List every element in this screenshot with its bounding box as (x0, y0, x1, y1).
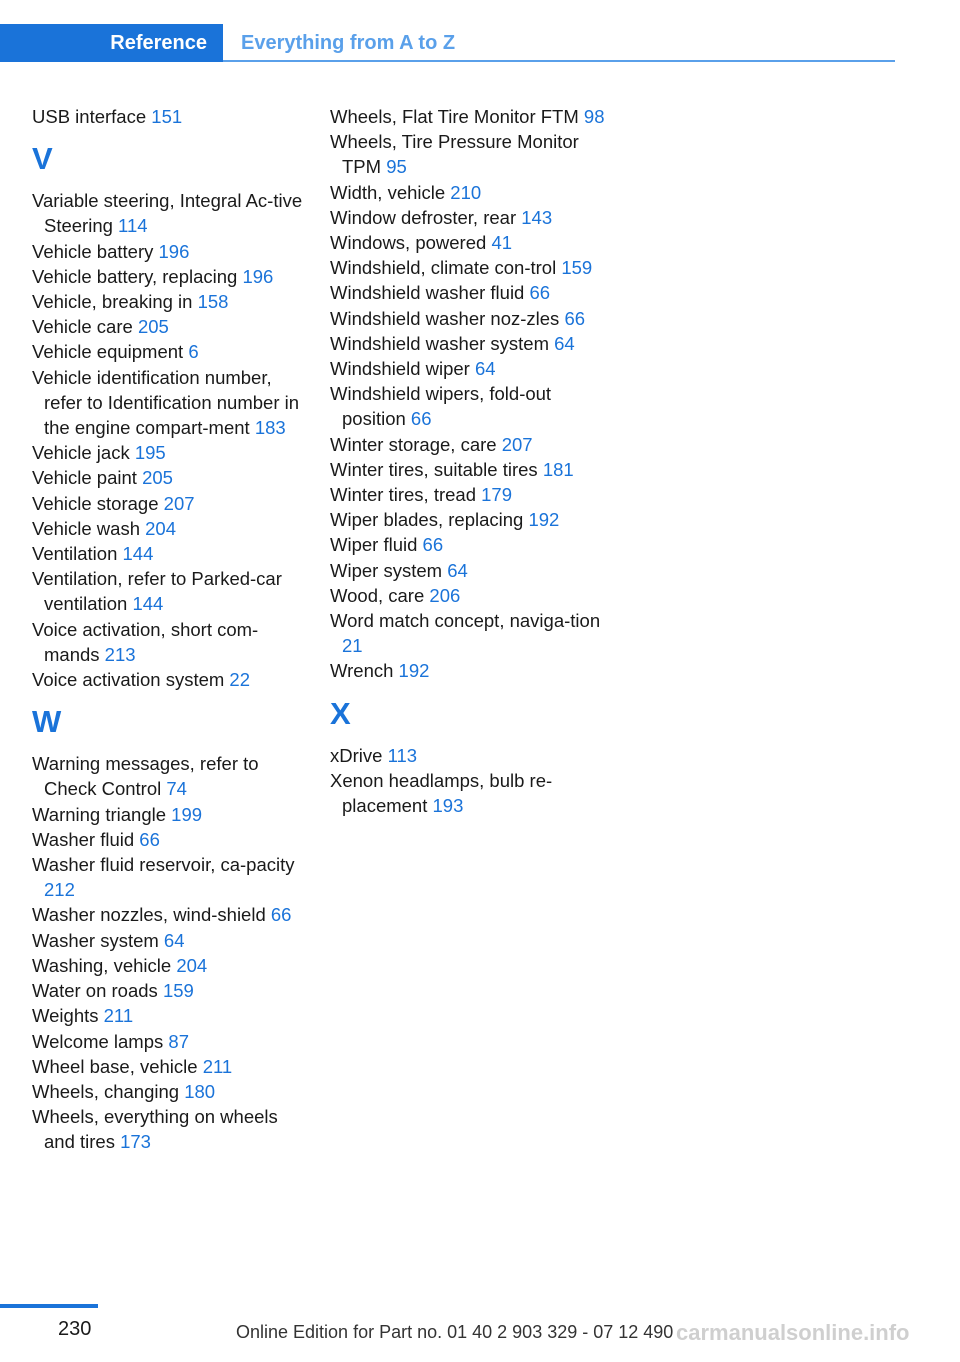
index-page-link[interactable]: 66 (139, 828, 160, 850)
index-page-link[interactable]: 74 (166, 778, 187, 800)
index-page-link[interactable]: 210 (450, 181, 482, 203)
index-entry (330, 356, 610, 381)
index-page-link[interactable]: 192 (528, 509, 560, 531)
index-entry-text: Window defroster, rear (330, 206, 517, 228)
index-entry (32, 1054, 312, 1079)
index-page-link[interactable]: 207 (163, 492, 195, 514)
page-header (0, 24, 895, 62)
index-entry-text: USB interface (32, 106, 147, 127)
index-letter-heading: W (32, 704, 62, 740)
index-entry-text: Vehicle battery (32, 240, 154, 262)
index-entry-text: Windshield washer noz-zles (330, 307, 560, 329)
index-page-link[interactable]: 212 (44, 879, 75, 901)
index-page-link[interactable]: 66 (270, 904, 292, 926)
index-column-right (330, 104, 610, 818)
index-entry-text: Vehicle paint (32, 467, 137, 489)
index-entry (32, 852, 312, 902)
index-page-link[interactable]: 195 (134, 442, 166, 464)
index-entry-text: Ventilation, refer to Parked-car ventilation (32, 568, 282, 615)
index-entry-text: Variable steering, Integral Ac-tive Steering (32, 190, 303, 237)
index-letter-heading: X (330, 695, 351, 731)
index-entry-text: Wrench (330, 660, 394, 682)
index-entry-text: Winter tires, suitable tires (330, 458, 538, 480)
index-entry-text: Vehicle equipment (32, 341, 184, 363)
index-entry-text: Wheel base, vehicle (32, 1055, 198, 1077)
index-page-link[interactable]: 181 (542, 458, 574, 480)
index-page-link[interactable]: 143 (521, 206, 553, 228)
index-entry (32, 440, 312, 465)
index-entry-text: Washer system (32, 929, 159, 951)
index-entry (32, 465, 312, 490)
index-entry-text: Welcome lamps (32, 1030, 164, 1052)
index-entry-text: Warning triangle (32, 803, 167, 825)
index-entry-text: Washer fluid (32, 828, 135, 850)
index-entry (32, 667, 312, 692)
index-entry-text: Vehicle storage (32, 492, 159, 514)
index-entry (32, 104, 312, 129)
index-entry-text: Wiper blades, replacing (330, 509, 524, 531)
index-entry (32, 978, 312, 1003)
index-entry-text: Wheels, Flat Tire Monitor FTM (330, 106, 579, 127)
index-page-link[interactable]: 193 (432, 795, 464, 817)
index-entry (32, 751, 312, 801)
index-entry-text: Water on roads (32, 980, 158, 1002)
index-page-link[interactable]: 159 (561, 257, 593, 279)
index-entry-text: Width, vehicle (330, 181, 446, 203)
index-page-link[interactable]: 95 (386, 156, 407, 178)
index-page-link[interactable]: 144 (132, 593, 164, 615)
index-entry-text: Vehicle jack (32, 442, 130, 464)
index-page-link[interactable]: 192 (398, 660, 430, 682)
page-number: 230 (58, 1318, 92, 1340)
index-page-link[interactable]: 213 (104, 643, 136, 665)
index-entry (330, 768, 610, 818)
index-letter-heading: V (32, 141, 53, 177)
index-entry-text: Washer nozzles, wind-shield (32, 904, 266, 926)
index-page-link[interactable]: 64 (447, 559, 468, 581)
index-page-link[interactable]: 64 (554, 332, 575, 354)
index-entry-text: Washing, vehicle (32, 954, 172, 976)
index-entry (330, 129, 610, 179)
index-entry (32, 365, 312, 441)
index-entry-text: Voice activation system (32, 669, 225, 691)
index-page-link[interactable]: 66 (529, 282, 551, 304)
index-entry-text: Wheels, Tire Pressure Monitor TPM (330, 131, 579, 178)
index-entry-text: Windshield washer system (330, 332, 549, 354)
index-entry-text: Windshield wipers, fold-out position (330, 383, 552, 430)
footer-rule (0, 1304, 98, 1308)
index-page-link[interactable]: 98 (583, 106, 605, 127)
index-entry (32, 314, 312, 339)
index-entry-text: Winter storage, care (330, 433, 497, 455)
index-page-link[interactable]: 211 (103, 1005, 134, 1027)
index-entry-text: xDrive (330, 744, 383, 766)
index-entry (330, 230, 610, 255)
index-entry (330, 180, 610, 205)
index-entry-text: Warning messages, refer to Check Control (32, 753, 259, 800)
index-page-link[interactable]: 66 (564, 307, 586, 329)
index-entry (32, 928, 312, 953)
index-page-link[interactable]: 41 (491, 232, 513, 254)
index-page-link[interactable]: 64 (163, 929, 185, 951)
index-page-link[interactable]: 144 (122, 543, 154, 565)
index-entry (32, 339, 312, 364)
index-entry (330, 532, 610, 557)
index-page-link[interactable]: 66 (410, 408, 432, 430)
index-entry-text: Windshield wiper (330, 358, 470, 380)
index-entry (330, 457, 610, 482)
index-page-link[interactable]: 204 (176, 954, 208, 976)
index-entry (32, 902, 312, 927)
index-entry-text: Windshield, climate con-trol (330, 257, 557, 279)
index-entry (330, 306, 610, 331)
index-entry (32, 1029, 312, 1054)
index-entry (330, 381, 610, 431)
index-entry (32, 516, 312, 541)
index-page-link[interactable]: 211 (202, 1055, 233, 1077)
index-entry-text: Voice activation, short com-mands (32, 618, 259, 665)
index-page-link[interactable]: 87 (168, 1030, 189, 1052)
section-tab-reference[interactable]: Reference (0, 24, 223, 62)
index-entry (32, 264, 312, 289)
index-page-link[interactable]: 151 (151, 106, 183, 127)
index-page-link[interactable]: 196 (242, 265, 274, 287)
edition-note: Online Edition for Part no. 01 40 2 903 329 - 07 12 490 (236, 1322, 674, 1342)
header-rule (223, 60, 895, 62)
index-entry-text: Washer fluid reservoir, ca-pacity (32, 854, 295, 876)
index-entry-text: Vehicle battery, replacing (32, 265, 238, 287)
index-entry-text: Vehicle, breaking in (32, 291, 193, 313)
index-entry (32, 239, 312, 264)
index-entry-text: Wood, care (330, 584, 425, 606)
index-column-left (32, 104, 312, 1155)
index-entry (32, 541, 312, 566)
index-entry-text: Wiper fluid (330, 534, 418, 556)
index-page-link[interactable]: 173 (120, 1131, 151, 1153)
section-tab-a-to-z[interactable]: Everything from A to Z (241, 32, 456, 54)
index-entry (32, 617, 312, 667)
watermark-logo: carmanualsonline.info (676, 1320, 910, 1345)
index-entry (330, 743, 610, 768)
index-page-link[interactable]: 204 (145, 517, 176, 539)
index-page-link[interactable]: 159 (162, 980, 194, 1002)
index-entry (330, 104, 610, 129)
index-page-link[interactable]: 180 (184, 1080, 216, 1102)
index-entry (330, 432, 610, 457)
index-entry (32, 188, 312, 238)
index-page-link[interactable]: 22 (229, 669, 250, 691)
index-page-link[interactable]: 66 (422, 534, 444, 556)
index-page-link[interactable]: 113 (387, 744, 418, 766)
index-entry-text: Vehicle care (32, 316, 133, 338)
index-page-link[interactable]: 205 (137, 316, 169, 338)
index-entry (330, 583, 610, 608)
index-page-link[interactable]: 183 (254, 417, 286, 439)
index-entry-text: Windshield washer fluid (330, 282, 525, 304)
index-entry (330, 280, 610, 305)
index-entry-text: Wheels, everything on wheels and tires (32, 1106, 278, 1153)
index-entry (32, 1104, 312, 1154)
index-entry (32, 491, 312, 516)
index-entry-text: Ventilation (32, 543, 118, 565)
index-entry-text: Wheels, changing (32, 1080, 180, 1102)
index-entry-text: Word match concept, naviga-tion (330, 610, 601, 632)
index-page-link[interactable]: 114 (118, 215, 148, 237)
index-page-link[interactable]: 196 (158, 240, 190, 262)
index-entry (32, 289, 312, 314)
index-entry-text: Winter tires, tread (330, 484, 476, 506)
index-entry (32, 1003, 312, 1028)
index-entry-text: Windows, powered (330, 232, 487, 254)
index-page-link[interactable]: 158 (197, 291, 229, 313)
index-entry (330, 658, 610, 683)
index-page-link[interactable]: 21 (342, 635, 363, 657)
index-page-link[interactable]: 6 (188, 341, 199, 363)
index-entry (32, 1079, 312, 1104)
index-page-link[interactable]: 179 (481, 484, 513, 506)
index-entry (32, 953, 312, 978)
index-entry-text: Weights (32, 1005, 99, 1027)
index-entry (330, 205, 610, 230)
index-entry (330, 507, 610, 532)
index-page-link[interactable]: 206 (429, 584, 461, 606)
index-entry (330, 255, 610, 280)
index-entry-text: Vehicle identification number, refer to Identification number in the engine compart-ment (32, 366, 300, 439)
index-entry-text: Xenon headlamps, bulb re-placement (330, 769, 553, 817)
index-entry (330, 482, 610, 507)
index-entry (330, 608, 610, 658)
index-page-link[interactable]: 207 (501, 433, 533, 455)
index-entry (32, 802, 312, 827)
index-entry (32, 827, 312, 852)
index-entry-text: Vehicle wash (32, 517, 140, 539)
index-entry (32, 566, 312, 616)
index-page-link[interactable]: 64 (474, 358, 496, 380)
index-page-link[interactable]: 199 (171, 803, 203, 825)
index-entry-text: Wiper system (330, 559, 443, 581)
index-entry (330, 558, 610, 583)
index-page-link[interactable]: 205 (142, 467, 173, 489)
index-entry (330, 331, 610, 356)
